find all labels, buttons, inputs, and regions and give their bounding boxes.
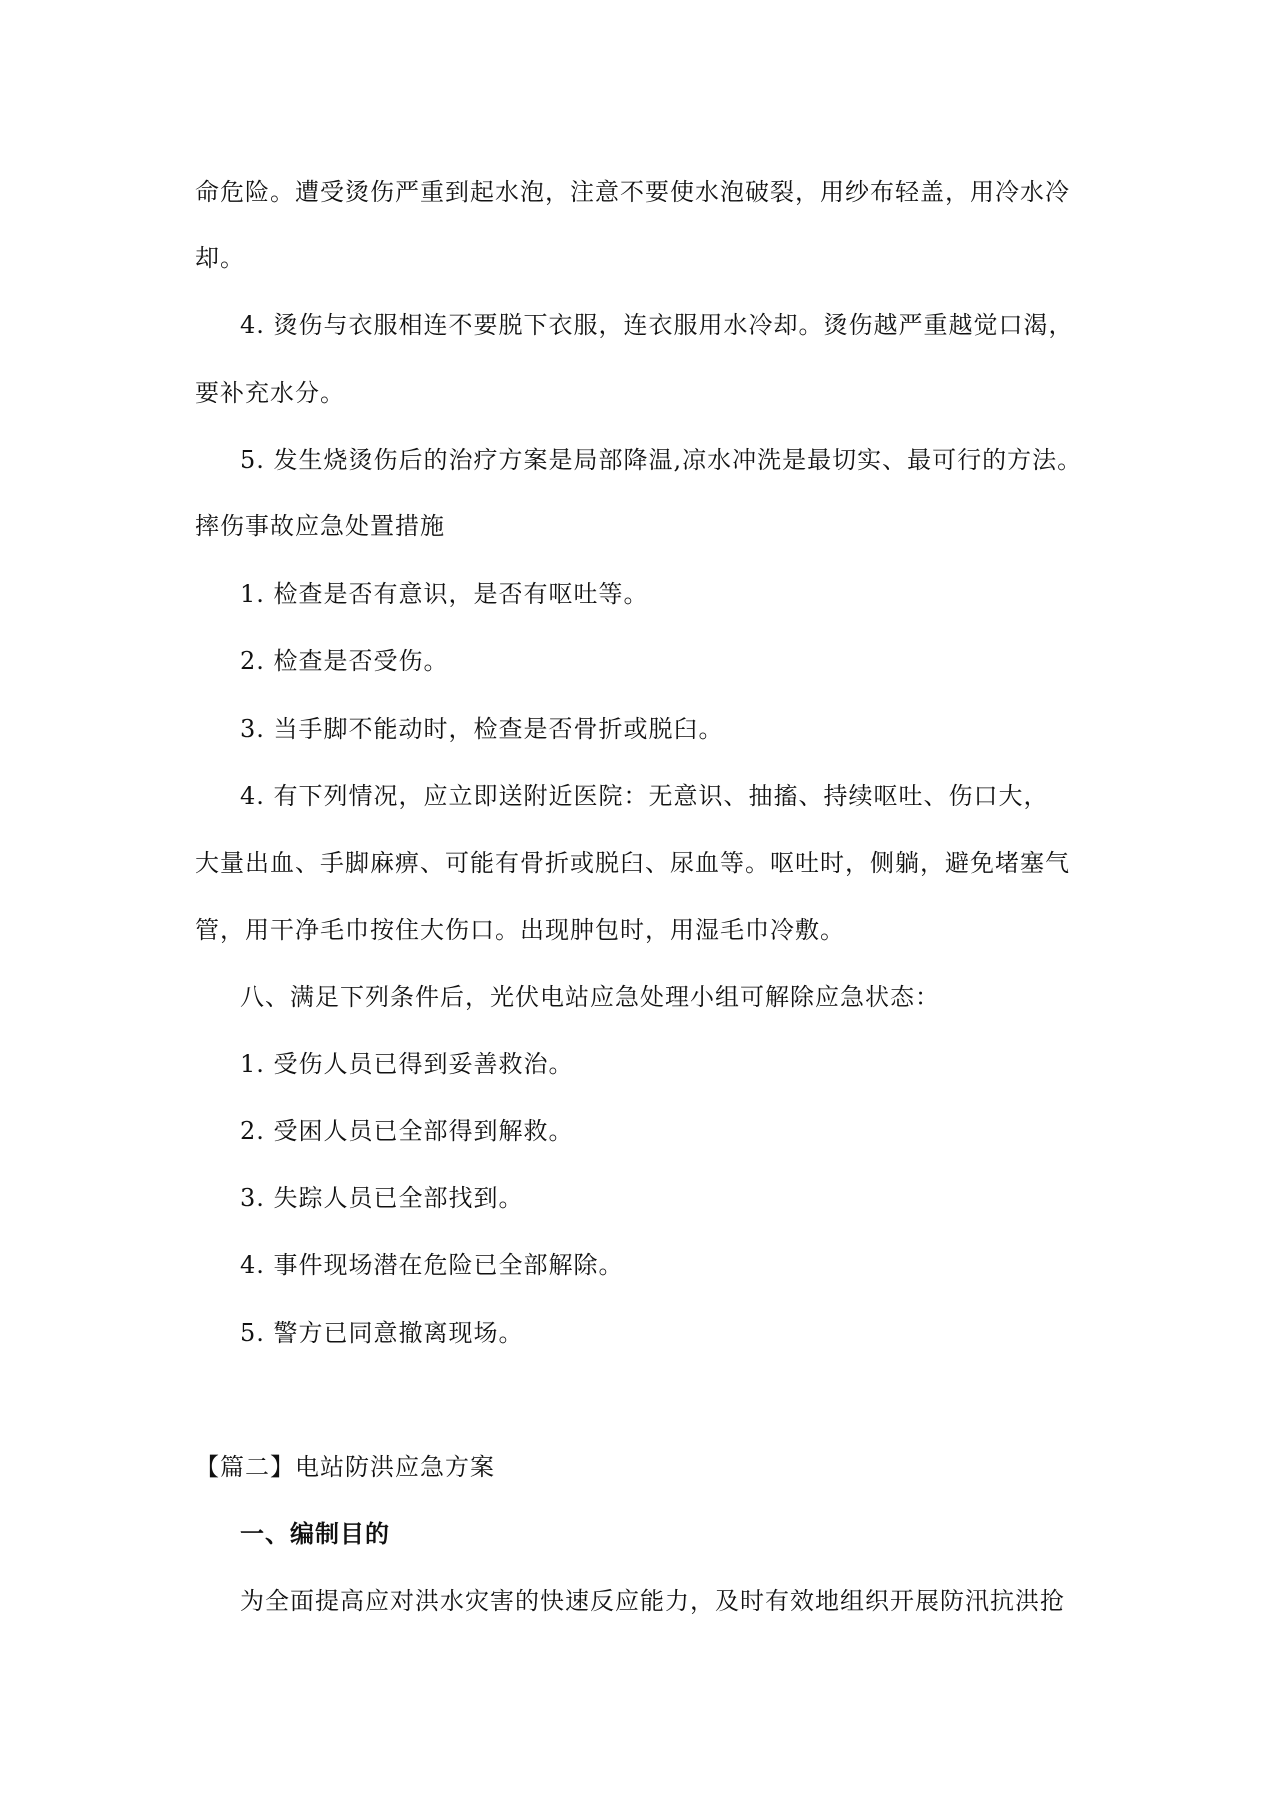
paragraph-line: 为全面提高应对洪水灾害的快速反应能力，及时有效地组织开展防汛抗洪抢: [240, 1587, 1065, 1615]
list-item: 5. 发生烧烫伤后的治疗方案是局部降温,凉水冲洗是最切实、最可行的方法。: [240, 446, 1083, 474]
section-heading: 一、编制目的: [240, 1519, 390, 1548]
paragraph-line: 大量出血、手脚麻痹、可能有骨折或脱臼、尿血等。呕吐时，侧躺，避免堵塞气: [195, 849, 1070, 877]
paragraph-line: 命危险。遭受烫伤严重到起水泡，注意不要使水泡破裂，用纱布轻盖，用冷水冷: [195, 178, 1070, 206]
section-heading: 八、满足下列条件后，光伏电站应急处理小组可解除应急状态：: [240, 983, 940, 1011]
list-item: 3. 失踪人员已全部找到。: [240, 1184, 524, 1212]
list-item: 4. 烫伤与衣服相连不要脱下衣服，连衣服用水冷却。烫伤越严重越觉口渴，: [240, 311, 1074, 339]
list-item: 2. 受困人员已全部得到解救。: [240, 1117, 574, 1145]
list-item: 1. 检查是否有意识，是否有呕吐等。: [240, 580, 649, 608]
list-item: 4. 有下列情况，应立即送附近医院：无意识、抽搐、持续呕吐、伤口大，: [240, 782, 1049, 810]
list-item: 2. 检查是否受伤。: [240, 647, 449, 675]
list-item: 4. 事件现场潜在危险已全部解除。: [240, 1251, 624, 1279]
list-item: 3. 当手脚不能动时，检查是否骨折或脱臼。: [240, 715, 724, 743]
paragraph-line: 管，用干净毛巾按住大伤口。出现肿包时，用湿毛巾冷敷。: [195, 916, 845, 944]
list-item: 5. 警方已同意撤离现场。: [240, 1319, 524, 1347]
list-item: 1. 受伤人员已得到妥善救治。: [240, 1050, 574, 1078]
chapter-title: 【篇二】电站防洪应急方案: [195, 1453, 495, 1481]
paragraph-line: 要补充水分。: [195, 379, 345, 407]
paragraph-line: 却。: [195, 244, 245, 272]
section-heading: 摔伤事故应急处置措施: [195, 512, 445, 540]
